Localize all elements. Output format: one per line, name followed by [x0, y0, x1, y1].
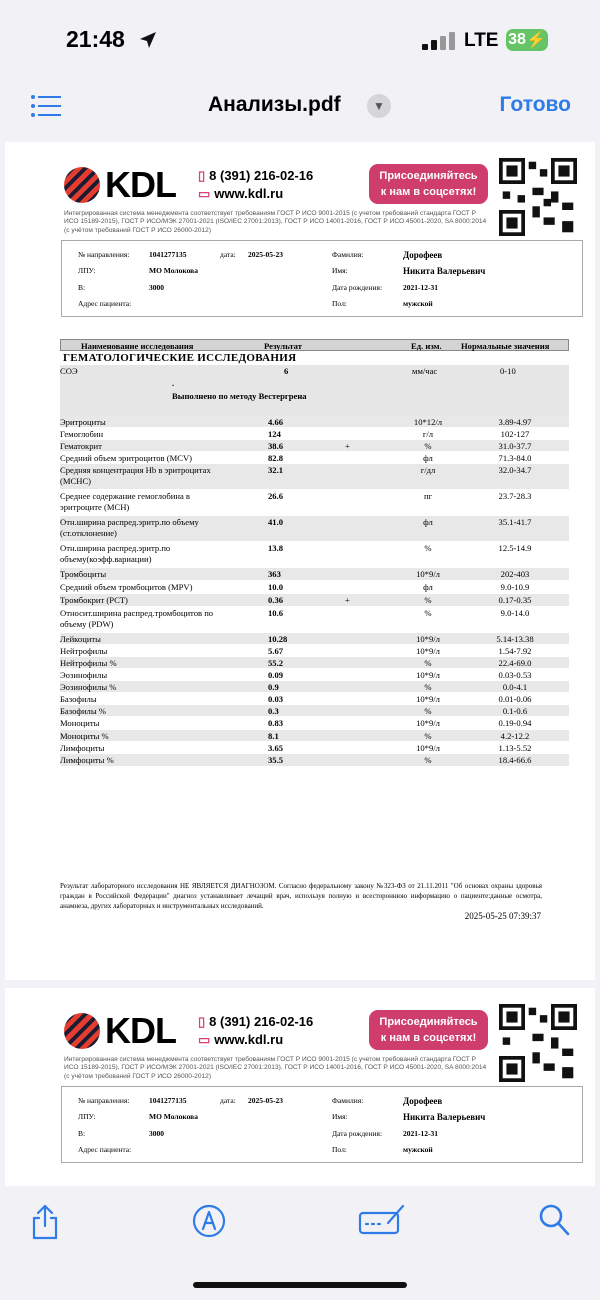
reference-range: 102-127: [500, 429, 530, 439]
result-value: 55.2: [268, 658, 284, 668]
order-date: 2025-05-23: [248, 1096, 283, 1105]
table-header: [60, 339, 569, 351]
patient-info-box: [61, 240, 583, 317]
phone-icon: ▯: [198, 1014, 206, 1029]
table-row: [60, 490, 569, 516]
reference-range: 0.0-4.1: [502, 682, 528, 692]
social-promo-badge: [369, 1010, 488, 1050]
network-type: LTE: [464, 30, 499, 51]
reference-range: 23.7-28.3: [498, 491, 532, 501]
unit: %: [424, 755, 432, 765]
table-row: [60, 705, 569, 717]
patient-dob: 2021-12-31: [403, 283, 438, 292]
reference-range: 18.4-66.6: [498, 755, 532, 765]
header-name: Наименование исследования: [81, 341, 194, 351]
test-name: Средний объем эритроцитов (MCV): [60, 453, 193, 463]
reference-range: 35.1-41.7: [498, 517, 532, 527]
promo-line1: Присоединяйтесь: [379, 1016, 478, 1028]
website: www.kdl.ru: [214, 186, 284, 201]
result-value: 0.3: [268, 706, 279, 716]
test-name: Эритроциты: [60, 417, 106, 427]
navigation-bar: [0, 80, 600, 132]
table-body: [60, 416, 569, 767]
test-name: Гематокрит: [60, 441, 102, 451]
reference-range: 202-403: [500, 569, 530, 579]
table-row: [60, 730, 569, 742]
reference-range: 0.03-0.53: [498, 670, 532, 680]
result-value: 41.0: [268, 517, 284, 527]
header-ref: Нормальные значения: [461, 341, 550, 351]
result-value: 363: [268, 569, 281, 579]
label-surname: Фамилия:: [332, 1096, 364, 1105]
reference-range: 9.0-10.9: [500, 582, 530, 592]
section-title: ГЕМАТОЛОГИЧЕСКИЕ ИССЛЕДОВАНИЯ: [63, 352, 297, 364]
test-name: Лимфоциты: [60, 743, 105, 753]
result-value: 38.6: [268, 441, 284, 451]
battery-level: 38: [508, 31, 526, 48]
table-row: [60, 633, 569, 645]
unit: г/дл: [420, 465, 436, 475]
logo-ball-icon: [64, 1013, 100, 1049]
label-v: В:: [78, 1129, 86, 1138]
kdl-logo: [64, 164, 176, 205]
annotate-icon[interactable]: [358, 1203, 406, 1239]
test-name: Нейтрофилы %: [60, 658, 117, 668]
header-unit: Ед. изм.: [411, 341, 442, 351]
phone-number: 8 (391) 216-02-16: [209, 1014, 314, 1029]
table-row: [60, 542, 569, 568]
result-value: 10.28: [268, 634, 288, 644]
table-row: [60, 452, 569, 464]
clock: 21:48: [66, 26, 125, 52]
unit: %: [424, 608, 432, 618]
table-row: [60, 428, 569, 440]
label-referral: № направления:: [78, 1096, 130, 1105]
v-value: 3000: [149, 1129, 164, 1138]
result-flag: +: [345, 595, 350, 605]
test-name: Эозинофилы: [60, 670, 108, 680]
test-name: Тромбокрит (PCT): [60, 595, 128, 605]
test-name: Моноциты %: [60, 731, 109, 741]
unit: %: [424, 706, 432, 716]
test-name: Базофилы: [60, 694, 97, 704]
label-lpu: ЛПУ:: [78, 1112, 96, 1121]
patient-info-box: [61, 1086, 583, 1163]
test-name: Базофилы %: [60, 706, 106, 716]
soe-ref: 0-10: [500, 366, 516, 376]
reference-range: 1.13-5.52: [498, 743, 532, 753]
header-result: Результат: [264, 341, 302, 351]
kdl-logo: [64, 1010, 176, 1051]
result-value: 0.09: [268, 670, 284, 680]
home-indicator: [193, 1282, 407, 1288]
table-row: [60, 516, 569, 542]
phone-icon: ▯: [198, 168, 206, 183]
label-referral: № направления:: [78, 250, 130, 259]
monitor-icon: ▭: [198, 1032, 211, 1047]
table-row: [60, 607, 569, 633]
logo-text: KDL: [105, 164, 176, 205]
table-row: [60, 717, 569, 730]
signal-icon: [422, 32, 455, 50]
reference-range: 5.14-13.38: [496, 634, 534, 644]
test-name: Отн.ширина распред.эритр.по объему(коэфф.вариации): [60, 543, 171, 564]
test-name: Моноциты: [60, 718, 100, 728]
result-value: 0.03: [268, 694, 284, 704]
test-name: Нейтрофилы: [60, 646, 108, 656]
result-value: 10.0: [268, 582, 284, 592]
label-date: дата:: [220, 250, 236, 259]
phone-number: 8 (391) 216-02-16: [209, 168, 314, 183]
soe-method: Выполнено по методу Вестергрена: [172, 391, 307, 401]
soe-unit: мм/час: [412, 366, 438, 376]
soe-value: 6: [284, 366, 289, 376]
unit: %: [424, 682, 432, 692]
table-row: [60, 440, 569, 452]
qr-code-icon: [499, 158, 577, 236]
label-address: Адрес пациента:: [78, 1145, 132, 1154]
label-v: В:: [78, 283, 86, 292]
result-value: 0.36: [268, 595, 284, 605]
reference-range: 0.17-0.35: [498, 595, 532, 605]
unit: 10*9/л: [416, 634, 440, 644]
table-row: [60, 581, 569, 594]
reference-range: 71.3-84.0: [498, 453, 532, 463]
reference-range: 12.5-14.9: [498, 543, 532, 553]
location-arrow-icon: [138, 30, 158, 50]
label-lpu: ЛПУ:: [78, 266, 96, 275]
iso-certification-text: Интегрированная система менеджмента соответствует требованиям ГОСТ Р ИСО 9001-2015 (с учетом требований стандарта ГОСТ Р ИСО 15189-2015), ГОСТ Р ИСО/МЭК 27001-2021 (ISO/IEC 27001:2013), ГОСТ Р ИСО 14001-2016, ГОСТ Р ИСО 45001-2020, SA 8000:2014 (с учётом требований ГОСТ Р ИСО 26000-2012): [64, 210, 487, 234]
table-row: [60, 754, 569, 767]
test-name: Лимфоциты %: [60, 755, 114, 765]
referral-number: 1041277135: [149, 250, 187, 259]
reference-range: 32.0-34.7: [498, 465, 532, 475]
result-value: 5.67: [268, 646, 284, 656]
reference-range: 31.0-37.7: [498, 441, 532, 451]
unit: %: [424, 658, 432, 668]
label-name: Имя:: [332, 1112, 348, 1121]
result-value: 4.66: [268, 417, 284, 427]
promo-line2: к нам в соцсетях!: [380, 1032, 477, 1044]
table-row: [60, 742, 569, 754]
unit: 10*9/л: [416, 694, 440, 704]
reference-range: 1.54-7.92: [498, 646, 532, 656]
qr-code-icon: [499, 1004, 577, 1082]
unit: %: [424, 595, 432, 605]
unit: фл: [423, 582, 433, 592]
status-bar: [0, 0, 600, 80]
label-sex: Пол:: [332, 299, 347, 308]
soe-row: [60, 365, 569, 416]
soe-dot: .: [172, 378, 175, 388]
monitor-icon: ▭: [198, 186, 211, 201]
result-value: 13.8: [268, 543, 284, 553]
label-surname: Фамилия:: [332, 250, 364, 259]
test-name: Средний объем тромбоцитов (MPV): [60, 582, 193, 592]
unit: фл: [423, 517, 433, 527]
label-dob: Дата рождения:: [332, 283, 383, 292]
table-row: [60, 645, 569, 657]
test-name: Гемоглобин: [60, 429, 104, 439]
table-row: [60, 657, 569, 669]
referral-number: 1041277135: [149, 1096, 187, 1105]
unit: фл: [423, 453, 433, 463]
pdf-page-1: [5, 142, 595, 980]
unit: г/л: [422, 429, 434, 439]
result-value: 3.65: [268, 743, 284, 753]
test-name: Относит.ширина распред.тромбоцитов по объему (PDW): [60, 608, 214, 629]
table-row: [60, 416, 569, 428]
report-timestamp: 2025-05-25 07:39:37: [464, 911, 541, 921]
result-value: 35.5: [268, 755, 284, 765]
disclaimer: Результат лабораторного исследования НЕ ЯВЛЯЕТСЯ ДИАГНОЗОМ. Согласно федеральному закону №323-ФЗ от 21.11.2011 "Об основах охраны здоровья граждан в Российской Федерации" диагноз устанавливает лечащий врач, используя полную и всестороннюю информацию о пациенте:данные осмотра, анамнеза, других лабораторных и инструментальных исследований.: [60, 882, 542, 910]
unit: 10*9/л: [416, 646, 440, 656]
unit: %: [424, 543, 432, 553]
list-icon[interactable]: [30, 94, 62, 118]
unit: 10*9/л: [416, 718, 440, 728]
unit: 10*9/л: [416, 569, 440, 579]
unit: пг: [423, 491, 433, 501]
logo-text: KDL: [105, 1010, 176, 1051]
reference-range: 3.89-4.97: [498, 417, 532, 427]
lpu-value: МО Молокова: [149, 1112, 198, 1121]
table-row: [60, 594, 569, 607]
order-date: 2025-05-23: [248, 250, 283, 259]
reference-range: 0.1-0.6: [502, 706, 528, 716]
reference-range: 4.2-12.2: [500, 731, 530, 741]
promo-line2: к нам в соцсетях!: [380, 186, 477, 198]
share-icon[interactable]: [29, 1203, 61, 1241]
result-flag: +: [345, 441, 350, 451]
contacts: [198, 1013, 313, 1049]
result-value: 0.9: [268, 682, 279, 692]
table-row: [60, 693, 569, 705]
search-icon[interactable]: [538, 1203, 570, 1237]
patient-name: Никита Валерьевич: [403, 1112, 486, 1122]
unit: %: [424, 441, 432, 451]
patient-name: Никита Валерьевич: [403, 266, 486, 276]
pdf-page-2: [5, 988, 595, 1188]
contacts: [198, 167, 313, 203]
result-value: 124: [268, 429, 281, 439]
table-row: [60, 669, 569, 681]
result-value: 26.6: [268, 491, 284, 501]
result-value: 82.8: [268, 453, 284, 463]
result-value: 8.1: [268, 731, 279, 741]
patient-surname: Дорофеев: [403, 250, 443, 260]
patient-surname: Дорофеев: [403, 1096, 443, 1106]
result-value: 0.83: [268, 718, 284, 728]
unit: 10*9/л: [416, 743, 440, 753]
patient-dob: 2021-12-31: [403, 1129, 438, 1138]
unit: 10*9/л: [416, 670, 440, 680]
test-name: Средняя концентрация Hb в эритроцитах (MCHC): [60, 465, 211, 486]
reference-range: 0.01-0.06: [498, 694, 532, 704]
label-address: Адрес пациента:: [78, 299, 132, 308]
test-name: Эозинофилы %: [60, 682, 117, 692]
iso-certification-text: Интегрированная система менеджмента соответствует требованиям ГОСТ Р ИСО 9001-2015 (с учетом требований стандарта ГОСТ Р ИСО 15189-2015), ГОСТ Р ИСО/МЭК 27001-2021 (ISO/IEC 27001:2013), ГОСТ Р ИСО 14001-2016, ГОСТ Р ИСО 45001-2020, SA 8000:2014 (с учётом требований ГОСТ Р ИСО 26000-2012): [64, 1056, 487, 1080]
unit: %: [424, 731, 432, 741]
table-row: [60, 568, 569, 581]
soe-name: СОЭ: [60, 366, 78, 376]
v-value: 3000: [149, 283, 164, 292]
reference-range: 9.0-14.0: [500, 608, 530, 618]
website: www.kdl.ru: [214, 1032, 284, 1047]
document-title[interactable]: Анализы.pdf: [208, 93, 341, 116]
label-date: дата:: [220, 1096, 236, 1105]
table-row: [60, 681, 569, 693]
social-promo-badge: [369, 164, 488, 204]
test-name: Отн.ширина распред.эритр.по объему (ст.отклонение): [60, 517, 199, 538]
patient-sex: мужской: [403, 1145, 433, 1154]
markup-icon[interactable]: [191, 1203, 227, 1239]
patient-sex: мужской: [403, 299, 433, 308]
lpu-value: МО Молокова: [149, 266, 198, 275]
battery-icon: 38 ⚡: [506, 29, 548, 51]
label-name: Имя:: [332, 266, 348, 275]
reference-range: 22.4-69.0: [498, 658, 532, 668]
result-value: 10.6: [268, 608, 284, 618]
label-dob: Дата рождения:: [332, 1129, 383, 1138]
done-button[interactable]: Готово: [499, 93, 571, 116]
label-sex: Пол:: [332, 1145, 347, 1154]
test-name: Тромбоциты: [60, 569, 107, 579]
result-value: 32.1: [268, 465, 284, 475]
test-name: Лейкоциты: [60, 634, 101, 644]
results-table: [60, 339, 569, 767]
logo-ball-icon: [64, 167, 100, 203]
table-row: [60, 464, 569, 490]
reference-range: 0.19-0.94: [498, 718, 532, 728]
unit: 10*12/л: [413, 417, 443, 427]
chevron-down-icon[interactable]: ▼: [367, 94, 391, 118]
test-name: Среднее содержание гемоглобина в эритроците (MCH): [60, 491, 190, 512]
promo-line1: Присоединяйтесь: [379, 170, 478, 182]
